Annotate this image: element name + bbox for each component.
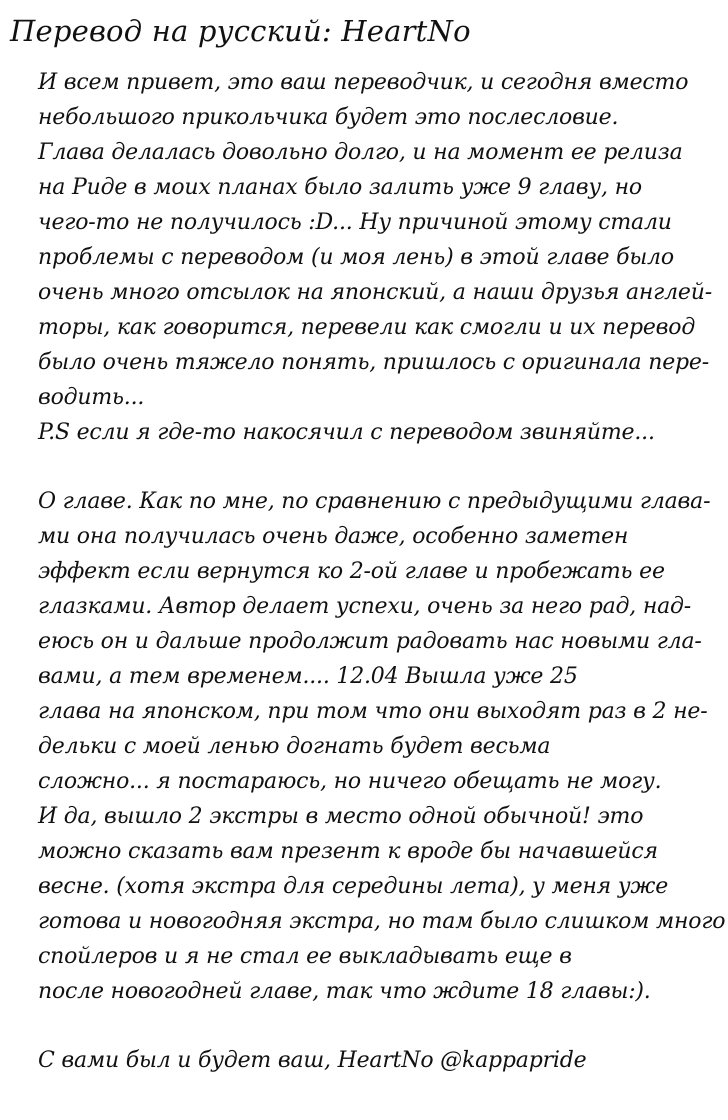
text-line: небольшого прикольчика будет это послесловие. [38,105,619,130]
text-line: сложно... я постараюсь, но ничего обещать не могу. [38,769,662,794]
text-line: после новогодней главе, так что ждите 18 главы:). [38,979,651,1004]
text-line: Глава делалась довольно долго, и на момент ее релиза [38,140,683,165]
signature-line: С вами был и будет ваш, HeartNo @kappapride [38,1048,587,1073]
text-line: было очень тяжело понять, пришлось с оригинала пере- [38,350,709,375]
page-title: Перевод на русский: HeartNo [10,14,471,48]
text-line: спойлеров и я не стал ее выкладывать еще в [38,944,572,969]
text-line: И всем привет, это ваш переводчик, и сегодня вместо [38,70,689,95]
text-line: на Риде в моих планах было залить уже 9 главу, но [38,175,642,200]
text-line: водить... [38,385,145,410]
text-line: дельки с моей ленью догнать будет весьма [38,734,551,759]
text-line: глава на японском, при том что они выходят раз в 2 не- [38,699,708,724]
text-line: И да, вышло 2 экстры в место одной обычной! это [38,804,644,829]
text-line: весне. (хотя экстра для середины лета), у меня уже [38,874,669,899]
text-line: проблемы с переводом (и моя лень) в этой главе было [38,245,674,270]
text-line: еюсь он и дальше продолжит радовать нас новыми гла- [38,629,702,654]
text-line: P.S если я где-то накосячил с переводом звиняйте... [38,420,655,445]
text-line: готова и новогодняя экстра, но там было слишком много [38,909,726,934]
text-line: О главе. Как по мне, по сравнению с предыдущими глава- [38,489,711,514]
text-line: эффект если вернутся ко 2-ой главе и пробежать ее [38,559,665,584]
text-line: ми она получилась очень даже, особенно заметен [38,524,629,549]
text-line: можно сказать вам презент к вроде бы начавшейся [38,839,658,864]
text-line: чего-то не получилось :D... Ну причиной этому стали [38,210,672,235]
text-line: глазками. Автор делает успехи, очень за него рад, над- [38,594,692,619]
text-line: вами, а тем временем.... 12.04 Вышла уже 25 [38,664,578,689]
text-line: торы, как говорится, перевели как смогли и их перевод [38,315,696,340]
text-line: очень много отсылок на японский, а наши друзья англей- [38,280,712,305]
